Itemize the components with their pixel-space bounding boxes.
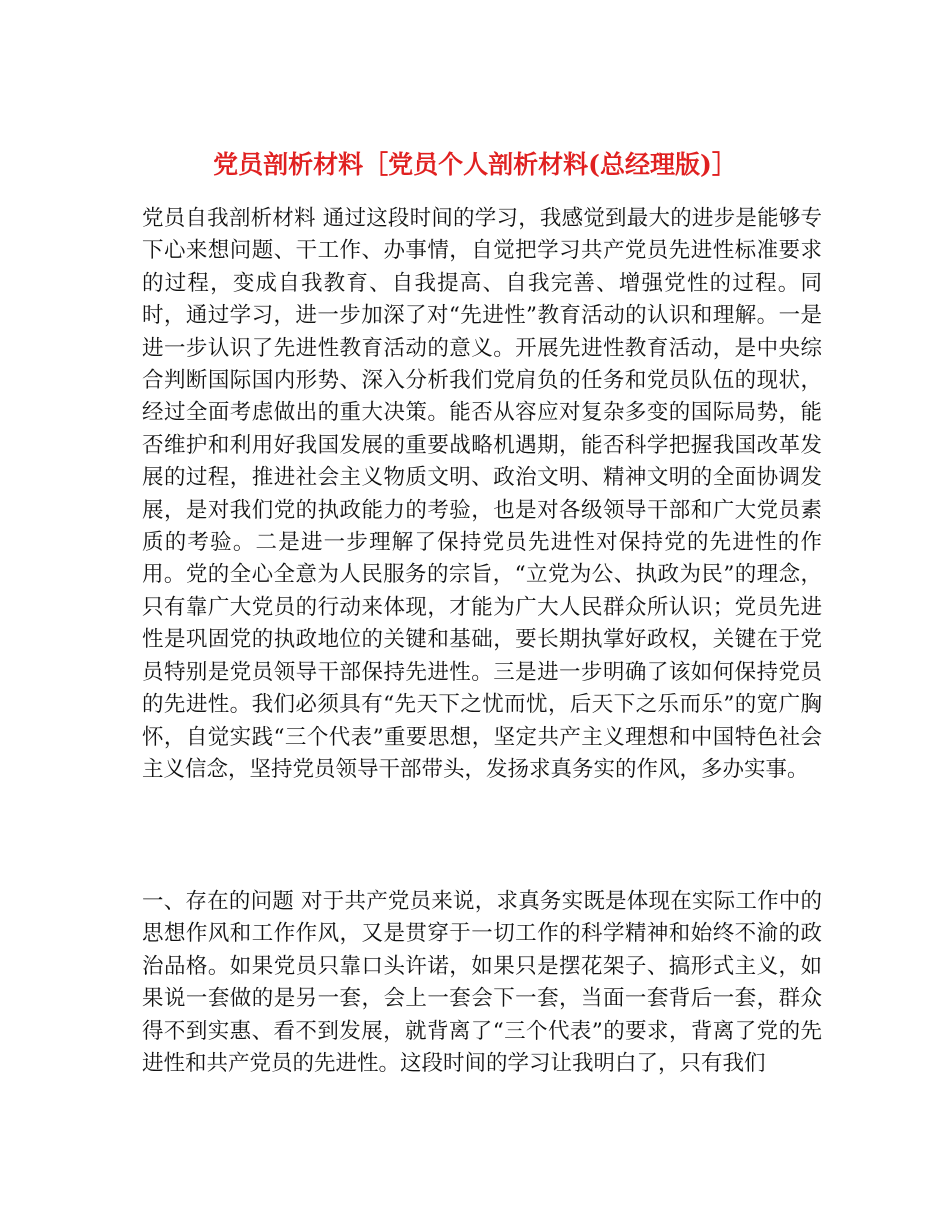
body-paragraph-2: 一、存在的问题 对于共产党员来说，求真务实既是体现在实际工作中的思想作风和工作作风，又是贯穿于一切工作的科学精神和始终不渝的政治品格。如果党员只靠口头许诺，如果只是摆花架子、搞形式主义，如果说一套做的是另一套，会上一套会下一套，当面一套背后一套，群众得不到实惠、看不到发展，就背离了“三个代表”的要求，背离了党的先进性和共产党员的先进性。这段时间的学习让我明白了，只有我们 bbox=[142, 889, 822, 1077]
document-title: 党员剖析材料［党员个人剖析材料(总经理版)］ bbox=[213, 149, 737, 179]
body-paragraph-1: 党员自我剖析材料 通过这段时间的学习，我感觉到最大的进步是能够专下心来想问题、干工作、办事情，自觉把学习共产党员先进性标准要求的过程，变成自我教育、自我提高、自我完善、增强党性的过程。同时，通过学习，进一步加深了对“先进性”教育活动的认识和理解。一是进一步认识了先进性教育活动的意义。开展先进性教育活动，是中央综合判断国际国内形势、深入分析我们党肩负的任务和党员队伍的现状，经过全面考虑做出的重大决策。能否从容应对复杂多变的国际局势，能否维护和利用好我国发展的重要战略机遇期，能否科学把握我国改革发展的过程，推进社会主义物质文明、政治文明、精神文明的全面协调发展，是对我们党的执政能力的考验，也是对各级领导干部和广大党员素质的考验。二是进一步理解了保持党员先进性对保持党的先进性的作用。党的全心全意为人民服务的宗旨，“立党为公、执政为民”的理念，只有靠广大党员的行动来体现，才能为广大人民群众所认识；党员先进性是巩固党的执政地位的关键和基础，要长期执掌好政权，关键在于党员特别是党员领导干部保持先进性。三是进一步明确了该如何保持党员的先进性。我们必须具有“先天下之忧而忧，后天下之乐而乐”的宽广胸怀，自觉实践“三个代表”重要思想，坚定共产主义理想和中国特色社会主义信念，坚持党员领导干部带头，发扬求真务实的作风，多办实事。 bbox=[142, 206, 822, 782]
